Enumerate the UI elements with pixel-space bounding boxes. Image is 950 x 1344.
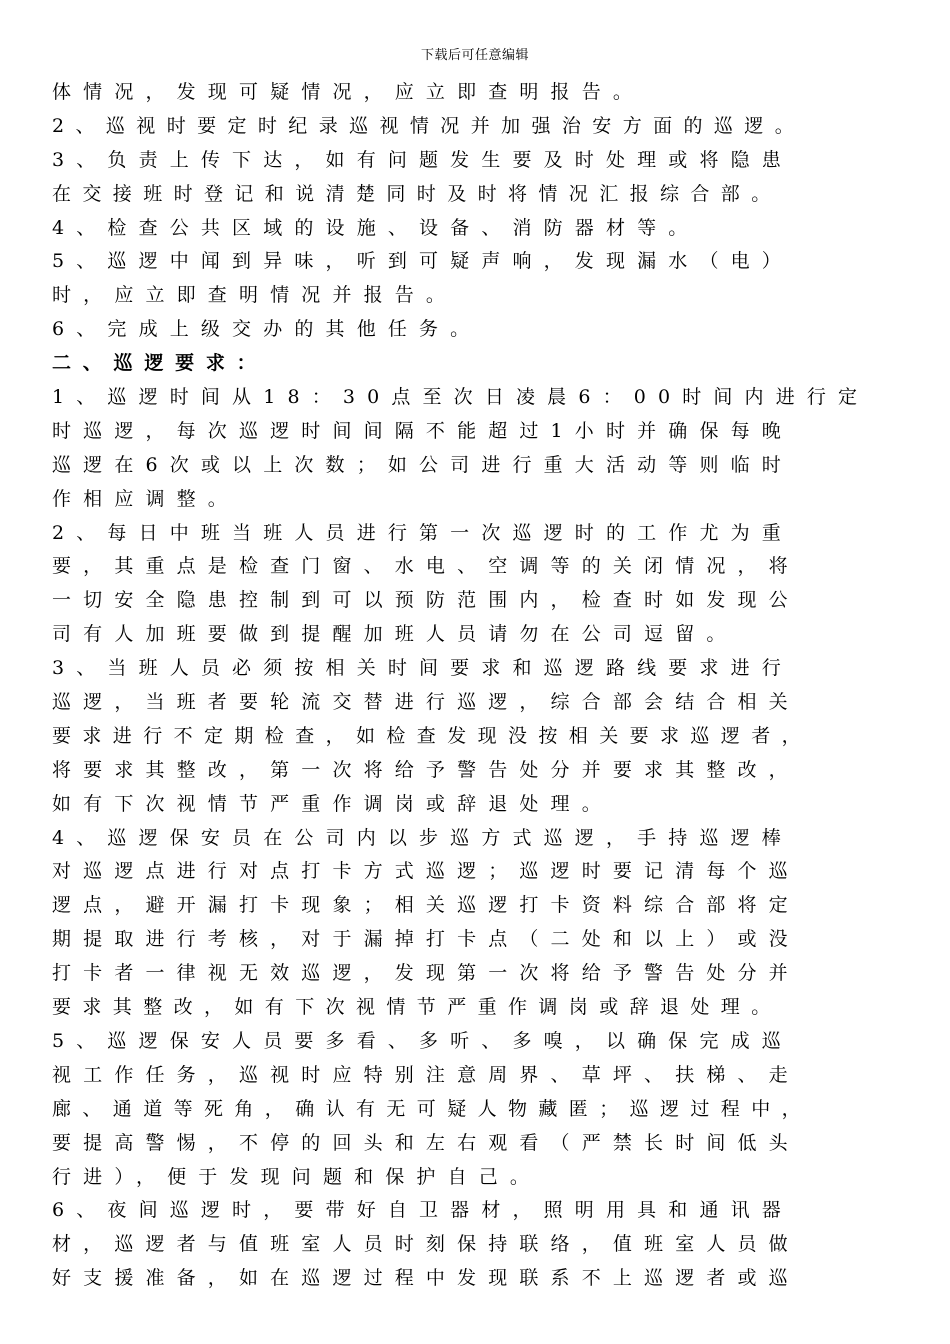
text-line: 体情况，发现可疑情况，应立即查明报告。 (52, 81, 645, 103)
text-line: 3、负责上传下达，如有问题发生要及时处理或将隐患 (52, 148, 793, 171)
text-line: 时，应立即查明情况并报告。 (52, 284, 458, 307)
text-line: 5、巡逻中闻到异味，听到可疑声响，发现漏水（电） (52, 250, 793, 273)
text-line: 6、完成上级交办的其他任务。 (52, 318, 482, 341)
text-line: 好支援准备，如在巡逻过程中发现联系不上巡逻者或巡 (52, 1267, 800, 1290)
page-header: 下载后可任意编辑 (420, 48, 529, 63)
text-line: 巡逻在6次或以上次数；如公司进行重大活动等则临时 (52, 453, 793, 476)
text-line: 将要求其整改，第一次将给予警告处分并要求其整改， (52, 758, 800, 781)
text-line: 在交接班时登记和说清楚同时及时将情况汇报综合部。 (52, 182, 782, 205)
section-heading: 二、巡逻要求： (52, 352, 268, 375)
text-line: 时巡逻，每次巡逻时间间隔不能超过1小时并确保每晚 (52, 419, 793, 442)
text-line: 逻点，避开漏打卡现象；相关巡逻打卡资料综合部将定 (52, 894, 800, 917)
text-line: 行进），便于发现问题和保护自己。 (52, 1165, 542, 1188)
text-line: 对巡逻点进行对点打卡方式巡逻；巡逻时要记清每个巡 (52, 860, 800, 883)
text-line: 一切安全隐患控制到可以预防范围内，检查时如发现公 (52, 589, 800, 612)
text-line: 1、巡逻时间从18：30点至次日凌晨6：00时间内进行定 (52, 386, 870, 409)
text-line: 巡逻，当班者要轮流交替进行巡逻，综合部会结合相关 (52, 691, 800, 714)
text-line: 视工作任务，巡视时应特别注意周界、草坪、扶梯、走 (52, 1063, 800, 1086)
text-line: 如有下次视情节严重作调岗或辞退处理。 (52, 792, 613, 815)
text-line: 打卡者一律视无效巡逻，发现第一次将给予警告处分并 (52, 962, 800, 985)
text-line: 5、巡逻保安人员要多看、多听、多嗅，以确保完成巡 (52, 1029, 793, 1052)
text-line: 期提取进行考核，对于漏掉打卡点（二处和以上）或没 (52, 928, 800, 951)
text-line: 材，巡逻者与值班室人员时刻保持联络，值班室人员做 (52, 1233, 800, 1256)
text-line: 2、巡视时要定时纪录巡视情况并加强治安方面的巡逻。 (52, 114, 806, 137)
document-body (52, 76, 902, 1296)
text-line: 3、当班人员必须按相关时间要求和巡逻路线要求进行 (52, 657, 793, 680)
text-line: 廊、通道等死角，确认有无可疑人物藏匿；巡逻过程中， (52, 1097, 813, 1120)
text-line: 司有人加班要做到提醒加班人员请勿在公司逗留。 (52, 623, 738, 646)
text-line: 2、每日中班当班人员进行第一次巡逻时的工作尤为重 (52, 521, 793, 544)
text-line: 要求其整改，如有下次视情节严重作调岗或辞退处理。 (52, 996, 782, 1019)
text-line: 作相应调整。 (52, 487, 239, 510)
text-line: 6、夜间巡逻时，要带好自卫器材，照明用具和通讯器 (52, 1199, 793, 1222)
text-line: 要，其重点是检查门窗、水电、空调等的关闭情况，将 (52, 555, 800, 578)
text-line: 要提高警惕，不停的回头和左右观看（严禁长时间低头 (52, 1131, 800, 1154)
text-line: 4、巡逻保安员在公司内以步巡方式巡逻，手持巡逻棒 (52, 826, 793, 849)
text-line: 要求进行不定期检查，如检查发现没按相关要求巡逻者， (52, 724, 813, 747)
text-line: 4、检查公共区域的设施、设备、消防器材等。 (52, 216, 700, 239)
